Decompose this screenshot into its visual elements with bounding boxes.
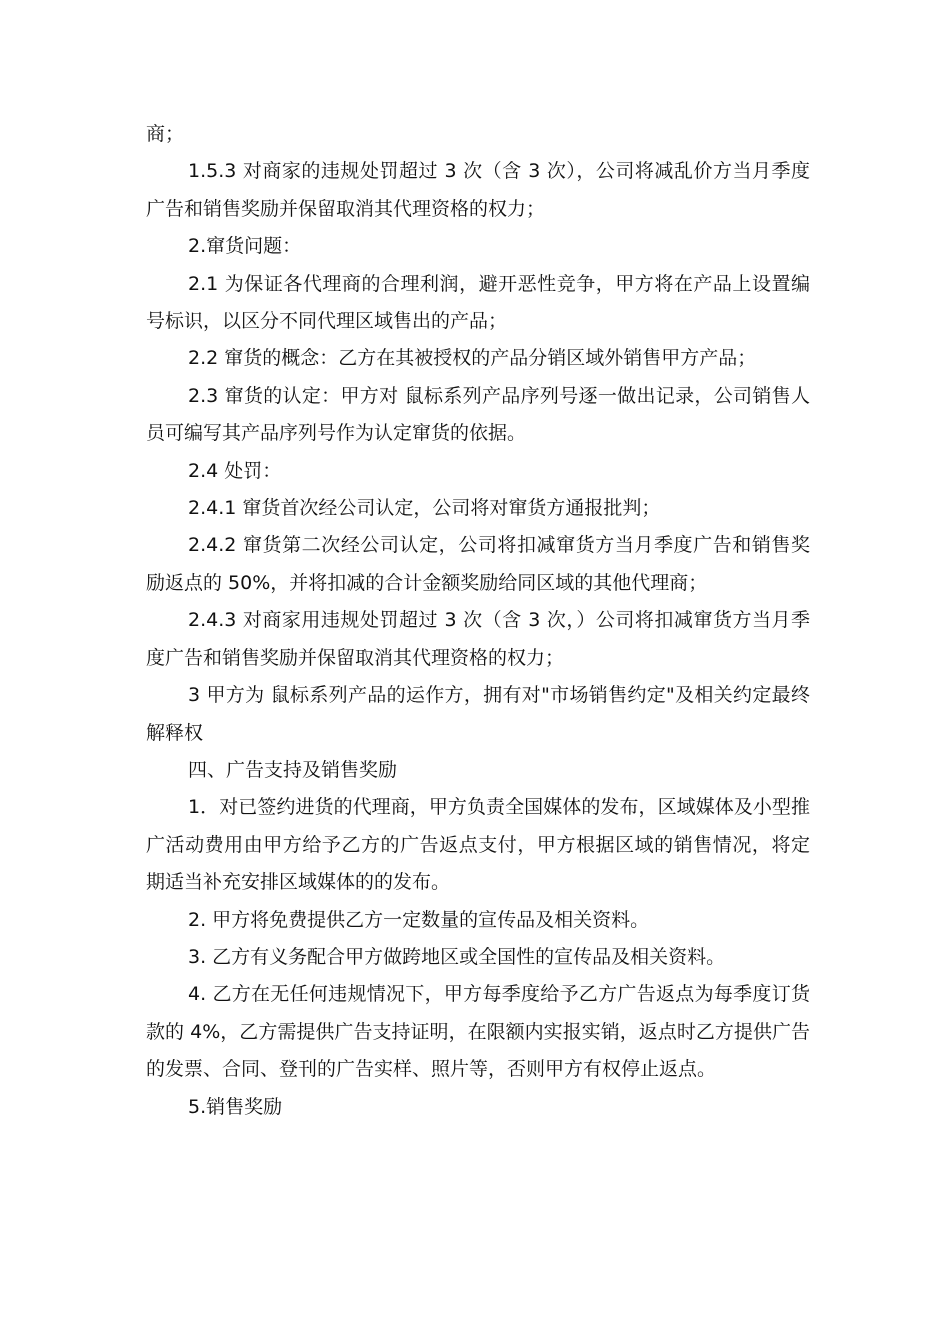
paragraph-4-2: 2. 甲方将免费提供乙方一定数量的宣传品及相关资料。 <box>188 908 650 931</box>
paragraph-2-2: 2.2 窜货的概念：乙方在其被授权的产品分销区域外销售甲方产品； <box>188 347 757 370</box>
paragraph-continuation: 商； <box>146 123 185 145</box>
paragraph-4-3: 3. 乙方有义务配合甲方做跨地区或全国性的宣传品及相关资料。 <box>188 945 726 968</box>
document-body <box>146 116 810 1126</box>
paragraph-2-4: 2.4 处罚： <box>188 459 282 482</box>
paragraph-1-5-3: 1.5.3 对商家的违规处罚超过 3 次（含 3 次），公司将减乱价方当月季度广告和销售奖励并保留取消其代理资格的权力； <box>146 160 810 220</box>
paragraph-4-5: 5.销售奖励 <box>188 1095 283 1118</box>
paragraph-2-1: 2.1 为保证各代理商的合理利润，避开恶性竞争，甲方将在产品上设置编号标识，以区分不同代理区域售出的产品； <box>146 272 810 333</box>
paragraph-heading-2: 2.窜货问题： <box>188 235 302 258</box>
paragraph-4-1: 1．对已签约进货的代理商，甲方负责全国媒体的发布，区域媒体及小型推广活动费用由甲方给予乙方的广告返点支付，甲方根据区域的销售情况，将定期适当补充安排区域媒体的的发布。 <box>146 796 810 894</box>
paragraph-2-4-1: 2.4.1 窜货首次经公司认定，公司将对窜货方通报批判； <box>188 497 661 520</box>
paragraph-2-4-3: 2.4.3 对商家用违规处罚超过 3 次（含 3 次，）公司将扣减窜货方当月季度广告和销售奖励并保留取消其代理资格的权力； <box>146 609 810 669</box>
paragraph-2-3: 2.3 窜货的认定：甲方对 鼠标系列产品序列号逐一做出记录，公司销售人员可编写其产品序列号作为认定窜货的依据。 <box>146 384 810 445</box>
section-heading-4: 四、广告支持及销售奖励 <box>188 758 398 781</box>
paragraph-2-4-2: 2.4.2 窜货第二次经公司认定，公司将扣减窜货方当月季度广告和销售奖励返点的 50%，并将扣减的合计金额奖励给同区域的其他代理商； <box>146 534 810 594</box>
paragraph-3: 3 甲方为 鼠标系列产品的运作方，拥有对"市场销售约定"及相关约定最终解释权 <box>146 684 810 744</box>
paragraph-4-4: 4. 乙方在无任何违规情况下，甲方每季度给予乙方广告返点为每季度订货款的 4%，乙方需提供广告支持证明，在限额内实报实销，返点时乙方提供广告的发票、合同、登刊的广告实样、照片等，否则甲方有权停止返点。 <box>146 983 810 1081</box>
